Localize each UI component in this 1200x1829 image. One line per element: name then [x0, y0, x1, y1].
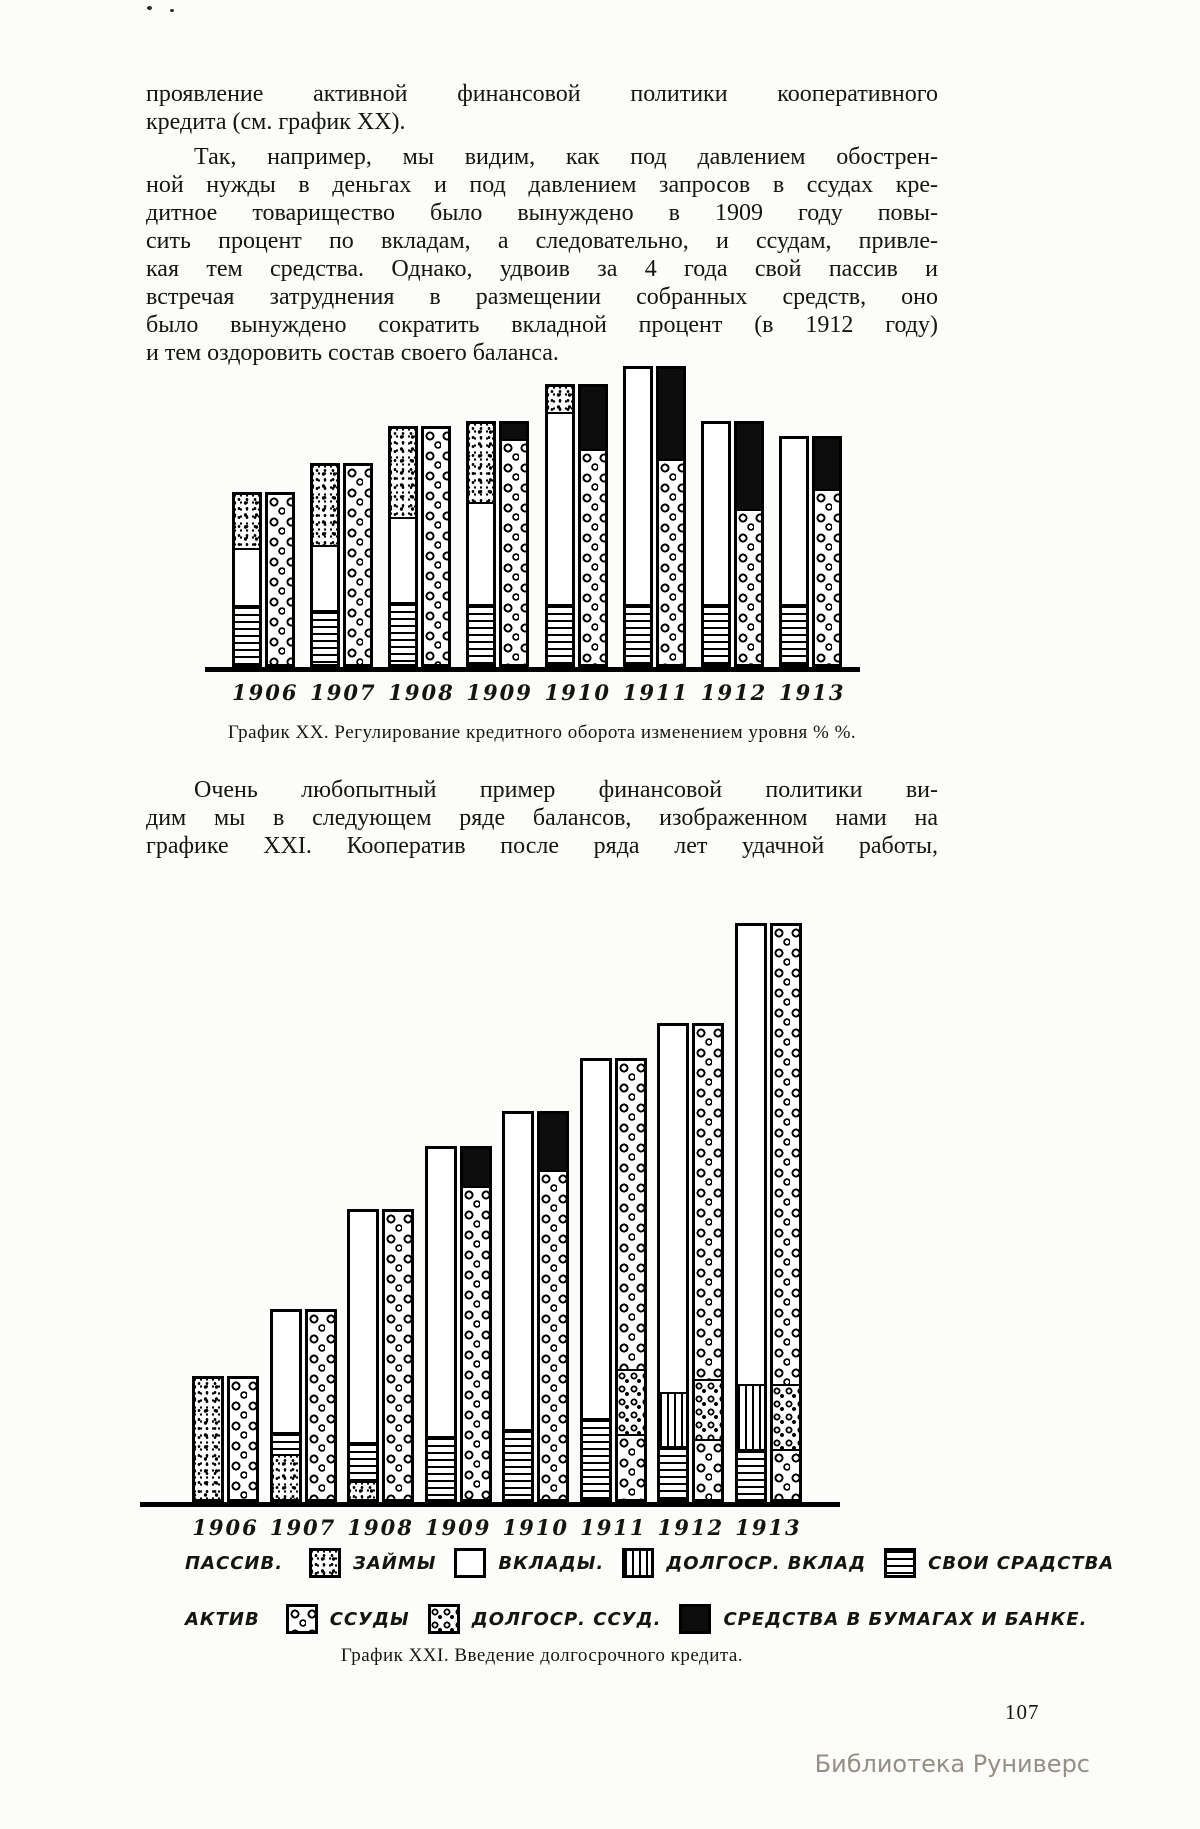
svoi-pattern-swatch [884, 1548, 916, 1578]
segment-svoi [583, 1418, 609, 1499]
active-bar-1911 [615, 1058, 647, 1502]
text-line: встречая затруднения в размещении собранных средств, оно [146, 284, 938, 310]
axis-year-label: 1907 [269, 1515, 337, 1540]
passive-bar-1913 [779, 436, 809, 667]
segment-svoi [548, 604, 572, 664]
segment-svoi [313, 610, 337, 664]
passive-bar-1907 [270, 1309, 302, 1502]
passive-bar-1909 [425, 1146, 457, 1502]
segment-ssudy [618, 1434, 644, 1499]
legend-item-label: ДОЛГОСР. ВКЛАД [666, 1552, 867, 1574]
segment-ssudy [502, 439, 526, 664]
axis-year-label: 1906 [192, 1515, 259, 1540]
axis-year-label: 1913 [778, 680, 846, 705]
passive-bar-1911 [623, 366, 653, 667]
segment-ssudy [618, 1061, 644, 1369]
active-bar-1912 [692, 1023, 724, 1502]
segment-dolgosr_ssudy [773, 1384, 799, 1449]
segment-svoi [505, 1429, 531, 1499]
passive-bar-1910 [545, 384, 575, 667]
segment-vklady [350, 1212, 376, 1442]
segment-ssudy [695, 1439, 721, 1499]
segment-bank [581, 387, 605, 449]
bank-pattern-swatch [679, 1604, 711, 1634]
segment-vklady [660, 1026, 686, 1392]
active-bar-1909 [499, 421, 529, 667]
segment-svoi [738, 1449, 764, 1499]
segment-zaimy [391, 429, 415, 517]
chart-xxi-year-axis [140, 1515, 840, 1540]
segment-ssudy [815, 489, 839, 664]
segment-zaimy [548, 387, 572, 412]
legend-item-label: ЗАЙМЫ [353, 1552, 437, 1574]
text-line: проявление активной финансовой политики кооперативного [146, 81, 938, 107]
segment-zaimy [350, 1481, 376, 1499]
text-line: графике XXI. Кооператив после ряда лет удачной работы, [146, 833, 938, 859]
segment-svoi [391, 602, 415, 664]
axis-year-label: 1909 [424, 1515, 492, 1540]
segment-vklady [583, 1061, 609, 1418]
chart-xxi [140, 932, 840, 1540]
segment-ssudy [773, 926, 799, 1384]
segment-zaimy [313, 466, 337, 545]
legend-row-active [185, 1604, 1088, 1634]
passive-bar-1906 [192, 1376, 224, 1502]
chart-xx-year-axis [205, 680, 860, 705]
text-line: дитное товарищество было вынуждено в 1909 году повы- [146, 200, 938, 226]
text-line: дим мы в следующем ряде балансов, изображенном нами на [146, 805, 938, 831]
text-line: Очень любопытный пример финансовой политики ви- [194, 777, 938, 803]
segment-ssudy [540, 1170, 566, 1499]
passive-bar-1906 [232, 492, 262, 667]
segment-vklady [235, 548, 259, 605]
legend-section-label: АКТИВ [185, 1608, 260, 1630]
segment-ssudy [695, 1026, 721, 1379]
segment-ssudy [463, 1186, 489, 1499]
segment-svoi [469, 604, 493, 664]
segment-svoi [273, 1432, 299, 1454]
bar-pair-1908 [347, 1209, 414, 1502]
bar-pair-1911 [580, 1058, 647, 1502]
segment-ssudy [424, 429, 448, 664]
segment-svoi [704, 604, 728, 664]
segment-zaimy [235, 495, 259, 548]
axis-year-label: 1913 [735, 1515, 802, 1540]
legend-item-label: СВОИ СРАДСТВА [928, 1552, 1115, 1574]
passive-bar-1910 [502, 1111, 534, 1502]
segment-ssudy [230, 1379, 256, 1499]
bar-pair-1909 [466, 421, 529, 667]
segment-zaimy [469, 424, 493, 502]
axis-year-label: 1908 [347, 1515, 414, 1540]
bar-pair-1912 [657, 1023, 724, 1502]
bar-pair-1907 [270, 1309, 337, 1502]
passive-bar-1908 [388, 426, 418, 667]
segment-bank [540, 1114, 566, 1170]
axis-year-label: 1911 [580, 1515, 647, 1540]
active-bar-1907 [343, 463, 373, 667]
axis-year-label: 1909 [466, 680, 533, 705]
passive-bar-1907 [310, 463, 340, 667]
segment-svoi [235, 605, 259, 664]
bar-pair-1913 [735, 923, 802, 1502]
scan-artifact [170, 9, 174, 12]
segment-vklady [469, 502, 493, 604]
segment-bank [815, 439, 839, 489]
chart-xx-caption: График XX. Регулирование кредитного оборота изменением уровня % %. [227, 722, 857, 743]
passive-bar-1909 [466, 421, 496, 667]
text-line: кая тем средства. Однако, удвоив за 4 года свой пассив и [146, 256, 938, 282]
segment-ssudy [581, 449, 605, 664]
segment-vklady [313, 545, 337, 610]
segment-dolgosr_ssudy [695, 1379, 721, 1439]
passive-bar-1911 [580, 1058, 612, 1502]
segment-ssudy [308, 1312, 334, 1499]
segment-svoi [350, 1442, 376, 1481]
paragraph-continuation [146, 80, 938, 136]
segment-ssudy [659, 459, 683, 664]
segment-dolgosr_ssudy [618, 1369, 644, 1434]
bar-pair-1909 [425, 1146, 492, 1502]
dolgosr_ssudy-pattern-swatch [428, 1604, 460, 1634]
active-bar-1907 [305, 1309, 337, 1502]
chart-xx [205, 375, 860, 705]
legend-item-label: ССУДЫ [329, 1608, 410, 1630]
segment-svoi [660, 1446, 686, 1499]
bar-pair-1913 [779, 436, 842, 667]
segment-svoi [626, 604, 650, 664]
library-watermark: Библиотека Руниверс [814, 1750, 1090, 1778]
text-line: Так, например, мы видим, как под давлением обострен- [194, 144, 938, 170]
bar-pair-1908 [388, 426, 451, 667]
active-bar-1906 [265, 492, 295, 667]
axis-year-label: 1908 [388, 680, 455, 705]
legend-row-passive [185, 1548, 1115, 1578]
active-bar-1911 [656, 366, 686, 667]
segment-vklady [391, 517, 415, 602]
segment-dolgosr_vklad [738, 1384, 764, 1449]
bar-pair-1907 [310, 463, 373, 667]
bar-pair-1910 [502, 1111, 569, 1502]
active-bar-1910 [537, 1111, 569, 1502]
paragraph-chart-xxi-intro [146, 776, 938, 860]
page-number: 107 [1005, 1700, 1040, 1724]
active-bar-1906 [227, 1376, 259, 1502]
zaimy-pattern-swatch [309, 1548, 341, 1578]
axis-year-label: 1912 [700, 680, 768, 705]
segment-bank [659, 369, 683, 459]
segment-bank [502, 424, 526, 439]
legend-item-label: ДОЛГОСР. ССУД. [471, 1608, 662, 1630]
text-line: сить процент по вкладам, а следовательно, и ссудам, привле- [146, 228, 938, 254]
segment-vklady [626, 369, 650, 604]
segment-vklady [782, 439, 806, 604]
passive-bar-1912 [657, 1023, 689, 1502]
text-line: было вынуждено сократить вкладной процент (в 1912 году) [146, 312, 938, 338]
segment-vklady [505, 1114, 531, 1429]
text-line: ной нужды в деньгах и под давлением запросов в ссудах кре- [146, 172, 938, 198]
passive-bar-1908 [347, 1209, 379, 1502]
legend-item-label: ВКЛАДЫ. [498, 1552, 605, 1574]
segment-vklady [428, 1149, 454, 1436]
segment-vklady [738, 926, 764, 1384]
active-bar-1910 [578, 384, 608, 667]
bar-pair-1906 [232, 492, 295, 667]
active-bar-1909 [460, 1146, 492, 1502]
dolgosr_vklad-pattern-swatch [622, 1548, 654, 1578]
scan-artifact [147, 6, 152, 10]
segment-dolgosr_vklad [660, 1392, 686, 1446]
segment-ssudy [268, 495, 292, 664]
segment-ssudy [737, 509, 761, 664]
active-bar-1908 [382, 1209, 414, 1502]
active-bar-1913 [812, 436, 842, 667]
segment-vklady [273, 1312, 299, 1432]
paragraph-example-1909 [146, 143, 938, 367]
segment-vklady [704, 424, 728, 604]
segment-svoi [782, 604, 806, 664]
text-line: кредита (см. график XX). [146, 109, 406, 135]
legend-section-label: ПАССИВ. [185, 1552, 284, 1574]
bar-pair-1906 [192, 1376, 259, 1502]
segment-vklady [548, 412, 572, 604]
segment-zaimy [195, 1379, 221, 1499]
active-bar-1908 [421, 426, 451, 667]
text-line: и тем оздоровить состав своего баланса. [146, 340, 559, 366]
active-bar-1912 [734, 421, 764, 667]
segment-ssudy [346, 466, 370, 664]
bar-pair-1911 [623, 366, 686, 667]
axis-year-label: 1907 [310, 680, 377, 705]
chart-xxi-plot-area [140, 932, 840, 1507]
vklady-pattern-swatch [454, 1548, 486, 1578]
ssudy-pattern-swatch [286, 1604, 318, 1634]
legend-item-label: СРЕДСТВА В БУМАГАХ И БАНКЕ. [723, 1608, 1088, 1630]
chart-xxi-caption: График XXI. Введение долгосрочного кредита. [340, 1645, 744, 1666]
segment-bank [463, 1149, 489, 1186]
bar-pair-1910 [545, 384, 608, 667]
segment-bank [737, 424, 761, 509]
passive-bar-1913 [735, 923, 767, 1502]
axis-year-label: 1911 [622, 680, 690, 705]
axis-year-label: 1912 [657, 1515, 725, 1540]
segment-ssudy [773, 1449, 799, 1499]
segment-ssudy [385, 1212, 411, 1499]
axis-year-label: 1906 [232, 680, 299, 705]
active-bar-1913 [770, 923, 802, 1502]
segment-zaimy [273, 1454, 299, 1499]
axis-year-label: 1910 [502, 1515, 569, 1540]
axis-year-label: 1910 [544, 680, 612, 705]
chart-xx-plot-area [205, 375, 860, 672]
segment-svoi [428, 1436, 454, 1499]
bar-pair-1912 [701, 421, 764, 667]
passive-bar-1912 [701, 421, 731, 667]
